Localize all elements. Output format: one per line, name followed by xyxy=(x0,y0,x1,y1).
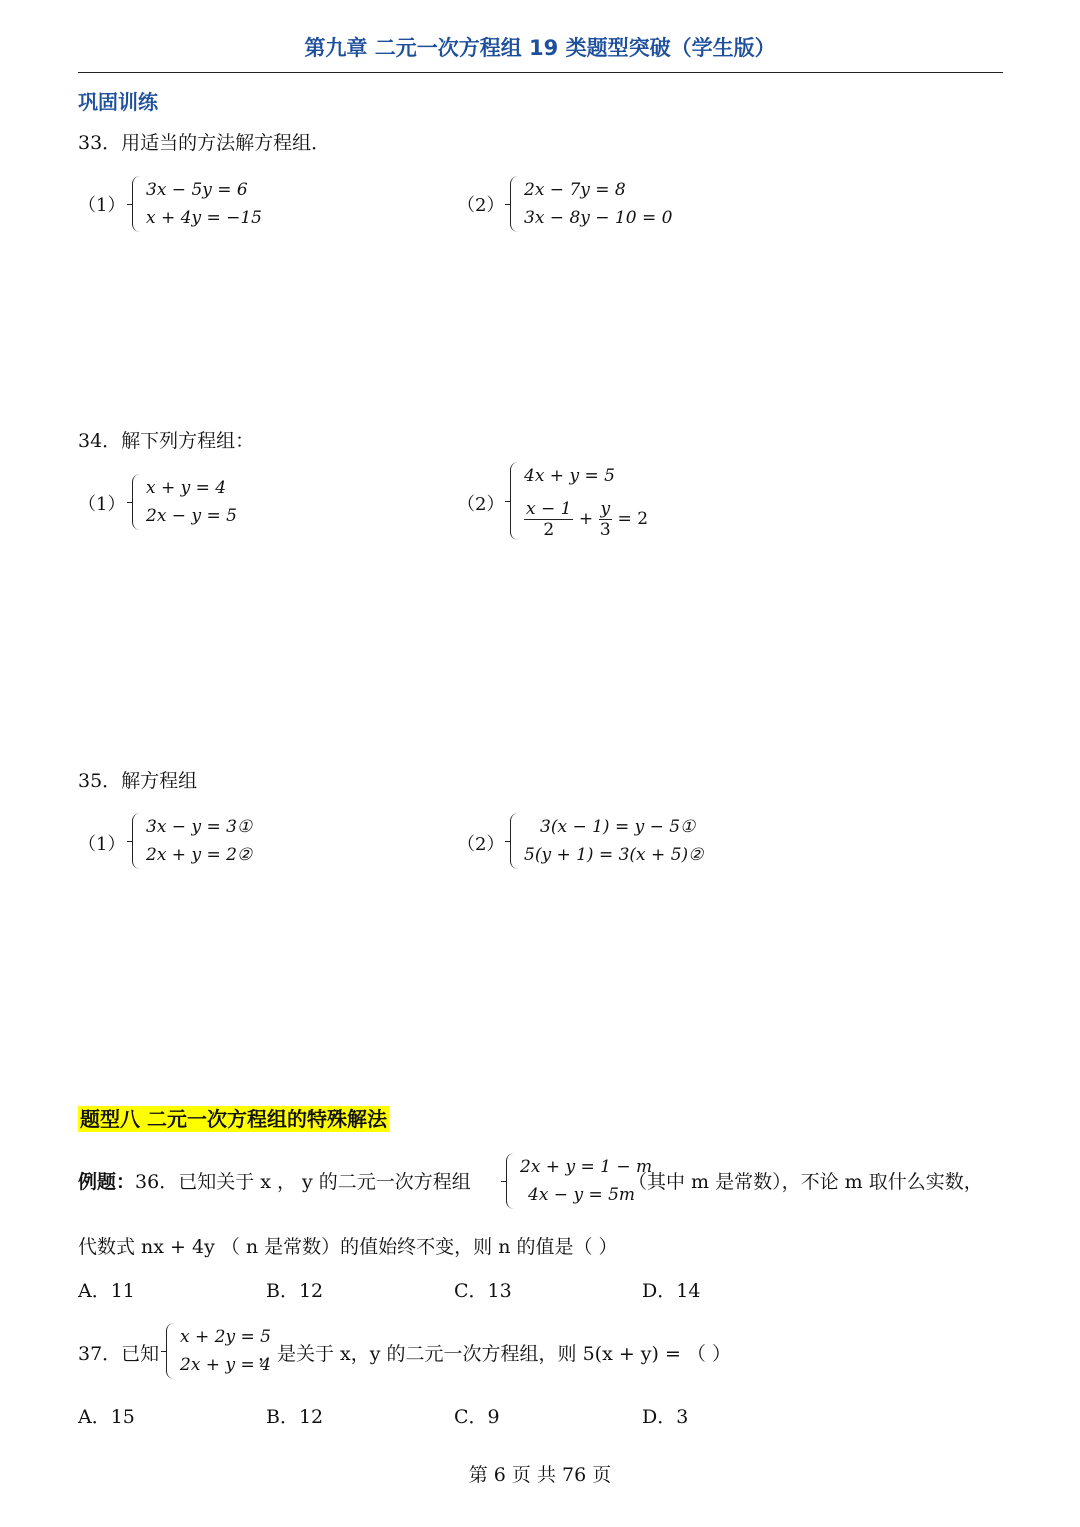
q33-stem: 33．用适当的方法解方程组． xyxy=(78,132,331,154)
q34-p1-system xyxy=(132,474,237,530)
q35-p1-label: （1） xyxy=(78,834,126,855)
equation: 3(x − 1) = y − 5① xyxy=(540,817,696,837)
q37-stem-a: 37．已知 xyxy=(78,1343,160,1365)
q37-option-b: B．12 xyxy=(266,1406,324,1428)
brace xyxy=(510,462,519,540)
brace xyxy=(510,176,519,232)
equation: x + y = 4 xyxy=(146,478,227,498)
q33-p1-label: （1） xyxy=(78,195,126,216)
equation: 2x + y = 1 − m xyxy=(520,1157,653,1177)
q36-stem-c: 代数式 nx + 4y （ n 是常数）的值始终不变，则 n 的值是（ ） xyxy=(78,1236,618,1258)
q36-option-d: D．14 xyxy=(642,1280,701,1302)
q36-option-c: C．13 xyxy=(454,1280,512,1302)
q36-option-b: B．12 xyxy=(266,1280,324,1302)
fraction-numerator: y xyxy=(600,499,611,519)
q33-p2-system xyxy=(510,176,672,232)
page-header-title: 第九章 二元一次方程组 19 类题型突破（学生版） xyxy=(304,36,776,60)
equation: 3x − 5y = 6 xyxy=(146,180,248,200)
q37-option-c: C．9 xyxy=(454,1406,500,1428)
q35-p2-label: （2） xyxy=(457,834,505,855)
equation: 4x − y = 5m xyxy=(528,1185,636,1205)
equation: 2x + y = 2② xyxy=(146,845,253,865)
brace xyxy=(506,1153,515,1209)
q33-p1-system xyxy=(132,176,262,232)
type-heading xyxy=(78,1103,389,1132)
q34-p2-system xyxy=(510,462,648,540)
fraction xyxy=(524,499,573,540)
q34-p2-label: （2） xyxy=(457,494,505,515)
q36-option-a: A．11 xyxy=(78,1280,135,1302)
section-title: 巩固训练 xyxy=(78,90,158,114)
type-heading-text: 题型八 二元一次方程组的特殊解法 xyxy=(80,1107,387,1131)
q33-p2-label: （2） xyxy=(457,195,505,216)
brace xyxy=(132,813,141,869)
equation: x + 2y = 5 xyxy=(180,1327,271,1347)
equation: 5(y + 1) = 3(x + 5)② xyxy=(524,845,704,865)
q34-p1-label: （1） xyxy=(78,494,126,515)
brace xyxy=(132,474,141,530)
q35-p2-system xyxy=(510,813,703,869)
equation: 2x + y = 4 xyxy=(180,1355,271,1375)
brace xyxy=(166,1323,175,1379)
q37-option-a: A．15 xyxy=(78,1406,135,1428)
fraction-denominator: 2 xyxy=(543,520,555,540)
q37-stem-b: ，是关于 x，y 的二元一次方程组，则 5(x + y) = （ ） xyxy=(258,1343,731,1365)
equation: 2x − 7y = 8 xyxy=(524,180,626,200)
q37-option-d: D．3 xyxy=(642,1406,689,1428)
equation: 3x − y = 3① xyxy=(146,817,253,837)
fraction xyxy=(599,499,613,540)
header-divider xyxy=(78,72,1003,73)
equation-rhs: = 2 xyxy=(617,509,649,529)
fraction-numerator: x − 1 xyxy=(526,499,572,519)
q35-p1-system xyxy=(132,813,252,869)
q37-system xyxy=(166,1323,271,1379)
plus-sign: + xyxy=(578,509,594,529)
equation: 2x − y = 5 xyxy=(146,506,237,526)
example-prefix: 例题： xyxy=(78,1171,136,1193)
brace xyxy=(510,813,519,869)
equation: 3x − 8y − 10 = 0 xyxy=(524,208,673,228)
equation: 4x + y = 5 xyxy=(524,466,615,486)
brace xyxy=(132,176,141,232)
q36-stem-a: 36．已知关于 x ， y 的二元一次方程组 xyxy=(135,1171,471,1193)
q34-stem: 34．解下列方程组： xyxy=(78,430,255,452)
page-footer: 第 6 页 共 76 页 xyxy=(468,1464,612,1486)
equation: x + 4y = −15 xyxy=(146,208,262,228)
q36-stem-b: （其中 m 是常数），不论 m 取什么实数， xyxy=(628,1171,983,1193)
q36-stem-line1 xyxy=(78,1167,471,1194)
fraction-denominator: 3 xyxy=(599,520,611,540)
equation-fraction xyxy=(524,499,648,540)
q35-stem: 35．解方程组 xyxy=(78,770,198,792)
